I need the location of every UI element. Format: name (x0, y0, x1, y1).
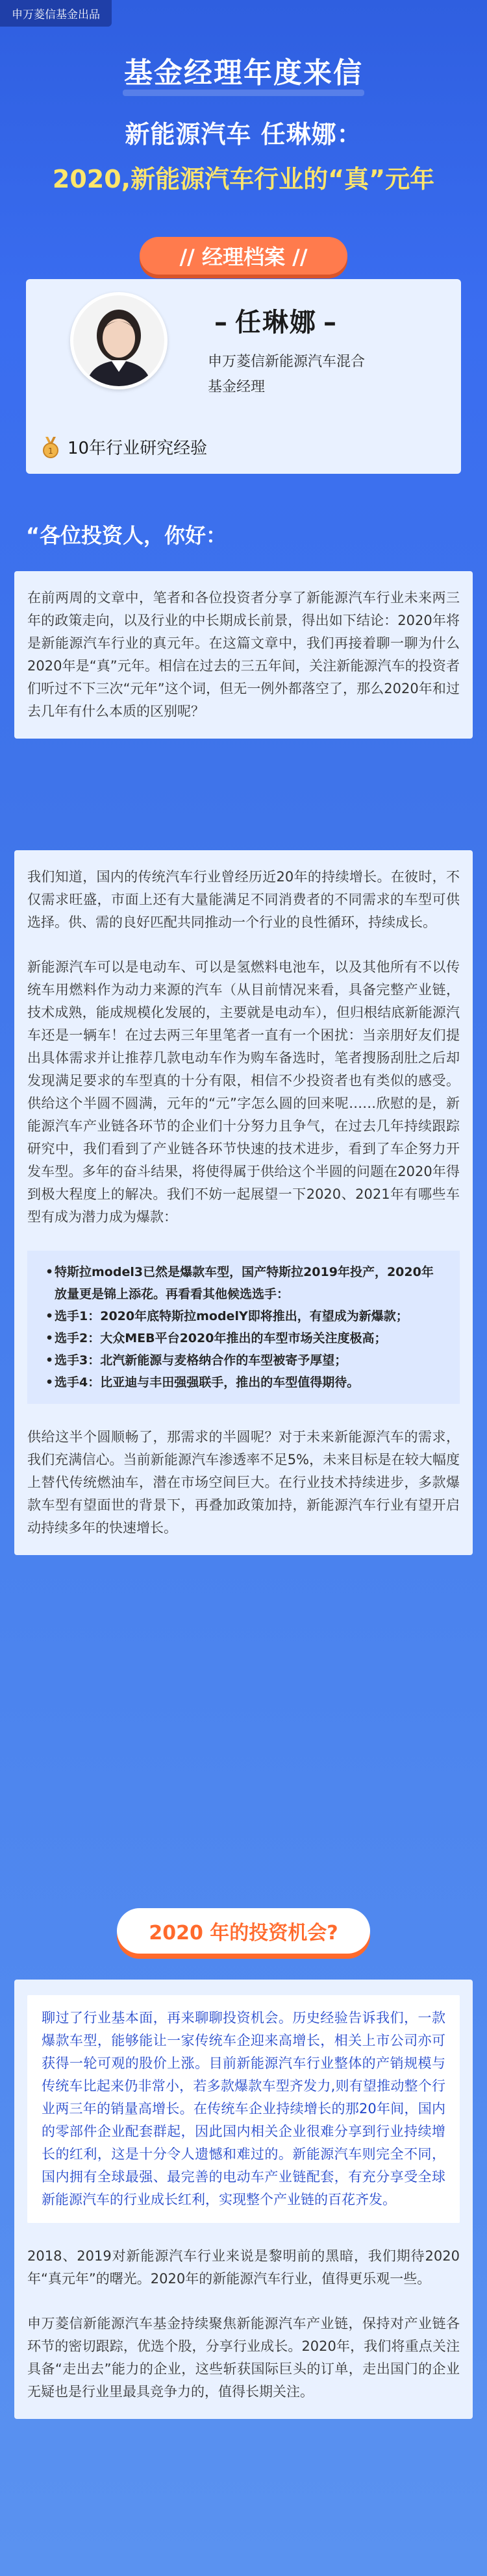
profile-section-label: // 经理档案 // (140, 237, 347, 275)
opportunity-highlight (27, 1995, 460, 2223)
highlight-list (27, 1251, 460, 1404)
list-item: • 选手1：2020年底特斯拉modelY即将推出，有望成为新爆款； (45, 1305, 442, 1327)
experience-text: 10年行业研究经验 (68, 439, 208, 458)
fund-name: 申万菱信新能源汽车混合 (208, 354, 366, 370)
paragraph-fund-strategy: 申万菱信新能源汽车基金持续聚焦新能源汽车产业链，保持对产业链各环节的密切跟踪，优选个股，分享行业成长。2020年，我们将重点关注具备“走出去”能力的企业，这些斩获国际巨头的订单，走出国门的企业无疑也是行业里最具竞争力的，值得长期关注。 (27, 2316, 460, 2399)
subtitle-topic: 新能源汽车 任琳娜： (125, 120, 362, 149)
manager-name: 任琳娜 (235, 308, 317, 337)
profile-card (26, 279, 461, 474)
portrait-icon (73, 295, 164, 386)
svg-text:1: 1 (48, 446, 53, 456)
header (0, 45, 487, 195)
paragraph-opportunity: 聊过了行业基本面，再来聊聊投资机会。历史经验告诉我们，一款爆款车型，能够能让一家传统车企迎来高增长，相关上市公司亦可获得一轮可观的股价上涨。目前新能源汽车行业整体的产销规模与传统车比起来仍非常小，若多款爆款车型齐发力,则有望推动整个行业两三年的销量高增长。在传统车企业持续增长的那20年间，国内的零部件企业配套群起，因此国内相关企业很难分享到行业持续增长的红利，这是十分令人遗憾和难过的。新能源汽车则完全不同，国内拥有全球最强、最完善的电动车产业链配套，有充分享受全球新能源汽车的行业成长红利，实现整个产业链的百花齐发。 (42, 2010, 445, 2207)
paragraph-demand-outlook: 供给这半个圆顺畅了，那需求的半圆呢？对于未来新能源汽车的需求，我们充满信心。当前新能源汽车渗透率不足5%，未来目标是在较大幅度上替代传统燃油车，潜在市场空间巨大。在行业技术持续进步，多款爆款车型有望面世的背景下，再叠加政策加持，新能源汽车行业有望开启动持续多年的快速增长。 (27, 1429, 460, 1536)
page-title: 基金经理年度来信 (107, 45, 380, 97)
avatar (70, 292, 168, 389)
list-item: • 选手3：北汽新能源与麦格纳合作的车型被寄予厚望； (45, 1349, 442, 1371)
experience-row (39, 435, 207, 459)
intro-card (14, 571, 473, 739)
paragraph-supply-analysis: 新能源汽车可以是电动车、可以是氢燃料电池车，以及其他所有不以传统车用燃料作为动力来源的汽车（从目前情况来看，具备完整产业链，技术成熟，能成规模化发展的，主要就是电动车），但归根结底新能源汽车还是一辆车！在过去两三年里笔者一直有一个困扰：当亲朋好友们提出具体需求并让推荐几款电动车作为购车备选时，笔者搜肠刮肚之后却发现满足要求的车型真的十分有限，相信不少投资者也有类似的感受。供给这个半圆不圆满，元年的“元”字怎么圆的回来呢……欣慰的是，新能源汽车产业链各环节的企业们十分努力且争气，在过去几年持续跟踪研究中，我们看到了产业链各环节快速的技术进步，看到了车企努力开发车型。多年的奋斗结果，将使得属于供给这个半圆的问题在2020年得到极大程度上的解决。我们不妨一起展望一下2020、2021年有哪些车型有成为潜力成为爆款： (27, 959, 460, 1225)
publisher-badge: 申万菱信基金出品 (0, 0, 112, 27)
opportunity-card (14, 1980, 473, 2419)
analysis-card (14, 850, 473, 1555)
intro-paragraph: 在前两周的文章中，笔者和各位投资者分享了新能源汽车行业未来两三年的政策走向，以及行业的中长期成长前景，得出如下结论：2020年将是新能源汽车行业的真元年。在这篇文章中，我们再接着聊一聊为什么2020年是“真”元年。相信在过去的三五年间，关注新能源汽车的投资者们听过不下三次“元年”这个词，但无一例外都落空了，那么2020年和过去几年有什么本质的区别呢？ (27, 590, 460, 719)
section-heading-investment: 2020 年的投资机会? (117, 1908, 370, 1954)
manager-info (208, 302, 365, 396)
subtitle-headline: 2020,新能源汽车行业的“真”元年 (52, 165, 435, 193)
manager-title: 基金经理 (208, 379, 266, 395)
paragraph-demand-history: 我们知道，国内的传统汽车行业曾经历近20年的持续增长。在彼时，不仅需求旺盛，市面上还有大量能满足不同消费者的不同需求的车型可供选择。供、需的良好匹配共同推动一个行业的良性循环，持续成长。 (27, 869, 460, 930)
list-item: • 选手4：比亚迪与丰田强强联手，推出的车型值得期待。 (45, 1371, 442, 1393)
medal-icon (39, 435, 62, 459)
list-item: • 特斯拉model3已然是爆款车型，国产特斯拉2019年投产，2020年放量更是锦上添花。再看看其他候选选手： (45, 1261, 442, 1305)
paragraph-outlook: 2018、2019对新能源汽车行业来说是黎明前的黑暗，我们期待2020年“真元年”的曙光。2020年的新能源汽车行业，值得更乐观一些。 (27, 2248, 460, 2287)
greeting: “各位投资人，你好： (26, 523, 227, 548)
manager-name-row: – 任琳娜 – (214, 308, 338, 337)
list-item: • 选手2：大众MEB平台2020年推出的车型市场关注度极高； (45, 1327, 442, 1349)
